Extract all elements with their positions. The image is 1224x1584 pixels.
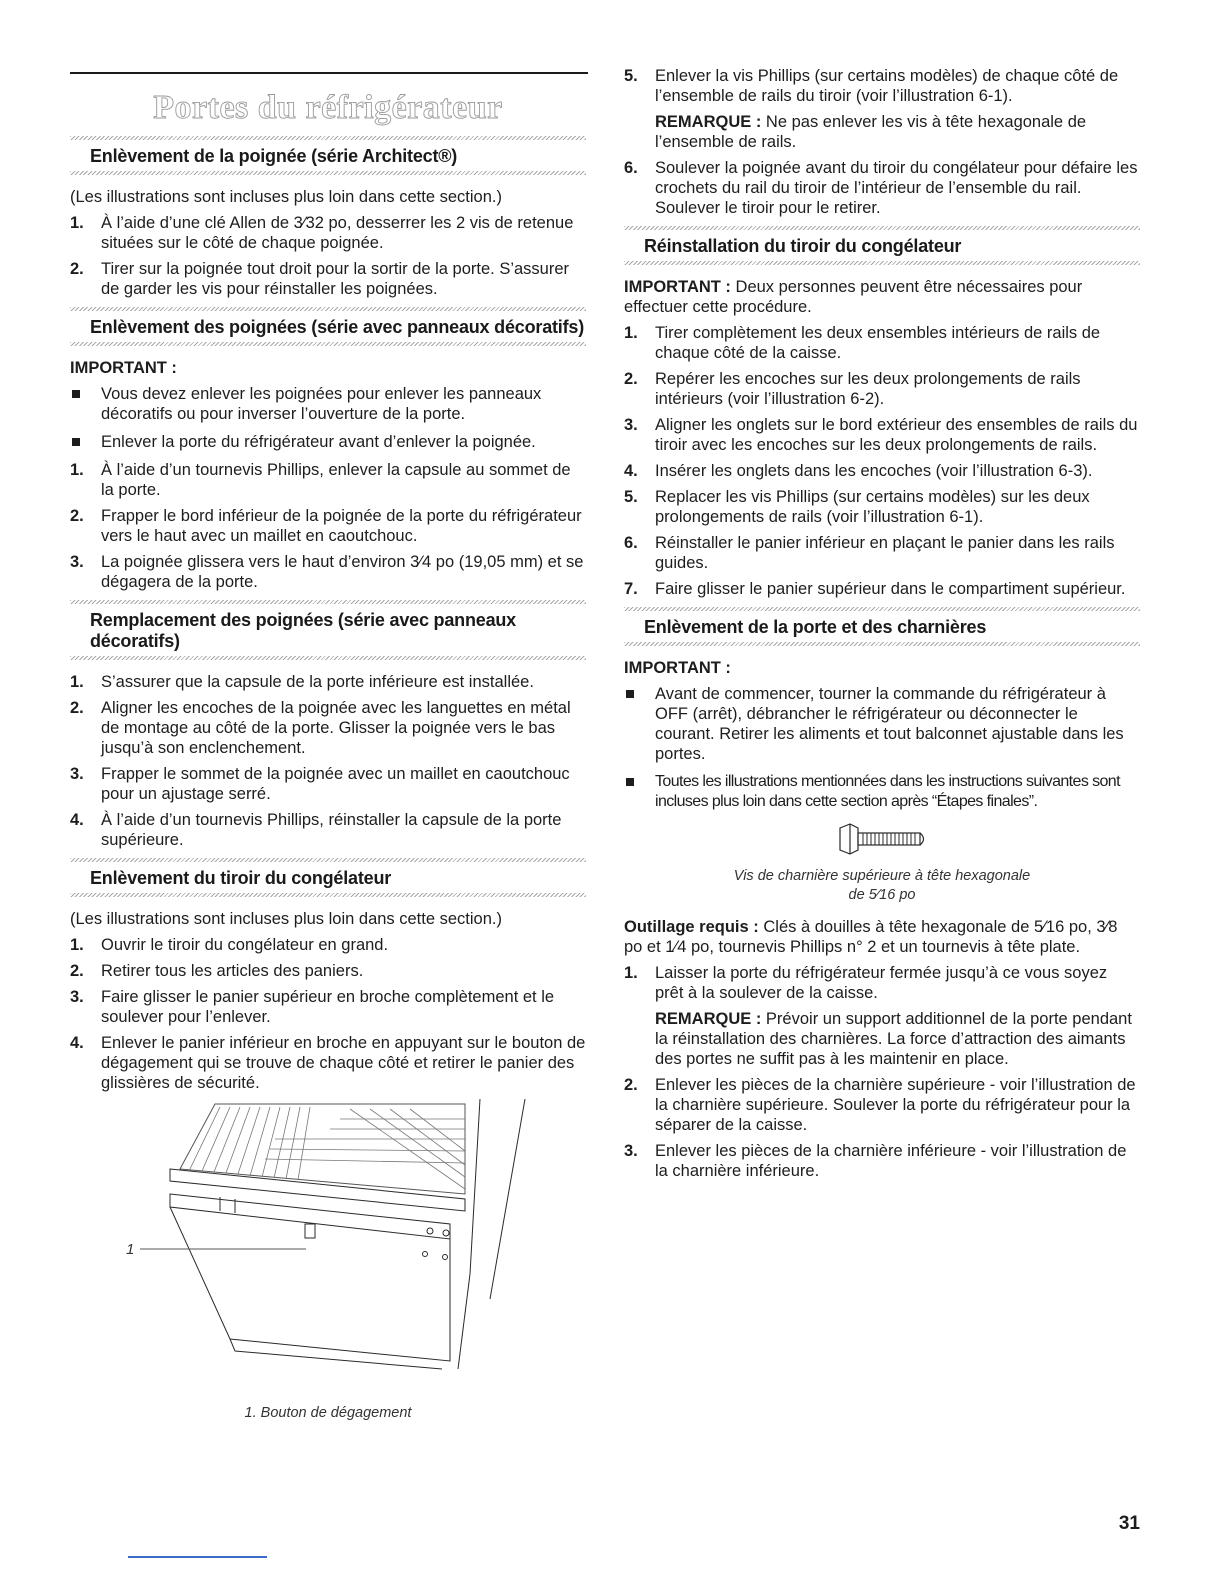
list-item: Vous devez enlever les poignées pour enlever les panneaux décoratifs ou pour inverser l’ouverture de la porte. <box>70 384 586 424</box>
list-item: 1. S’assurer que la capsule de la porte inférieure est installée. <box>70 673 534 691</box>
important-paragraph: IMPORTANT : Deux personnes peuvent être nécessaires pour effectuer cette procédure. <box>624 278 1083 316</box>
list-item: Enlever la porte du réfrigérateur avant d’enlever la poignée. <box>70 432 586 452</box>
section-header-panel-removal <box>70 307 586 346</box>
steps-list <box>624 323 1140 599</box>
screw-caption-line2: de 5⁄16 po <box>848 887 916 903</box>
list-item: 4. À l’aide d’un tournevis Phillips, réinstaller la capsule de la porte supérieure. <box>70 811 562 849</box>
list-item: 5. Replacer les vis Phillips (sur certains modèles) sur les deux prolongements de rails (voir l’illustration 6-1). <box>624 488 1090 526</box>
page-number: 31 <box>1118 1513 1140 1534</box>
list-item: 2. Retirer tous les articles des paniers. <box>70 962 364 980</box>
list-item: 3. Enlever les pièces de la charnière inférieure - voir l’illustration de la charnière inférieure. <box>624 1142 1127 1180</box>
bullet-list <box>624 684 1140 812</box>
hatch-divider <box>70 893 586 897</box>
list-item: 5. Enlever la vis Phillips (sur certains modèles) de chaque côté de l’ensemble de rails du tiroir (voir l’illustration 6-1). REMARQUE : Ne pas enlever les vis à tête hexagonale de l’ensemble de rails. <box>624 66 1140 152</box>
list-item: 3. Aligner les onglets sur le bord extérieur des ensembles de rails du tiroir avec les encoches sur les deux prolongements de rails. <box>624 416 1138 454</box>
note-text: REMARQUE : Ne pas enlever les vis à tête hexagonale de l’ensemble de rails. <box>655 113 1087 151</box>
bullet-square-icon <box>626 690 634 698</box>
list-item: 2. Tirer sur la poignée tout droit pour la sortir de la porte. S’assurer de garder les vis pour réinstaller les poignées. <box>70 260 570 298</box>
figure-callout-number: 1 <box>126 1241 135 1258</box>
list-item: 3. Frapper le sommet de la poignée avec un maillet en caoutchouc pour un ajustage serré. <box>70 765 570 803</box>
section-header-panel-replace <box>70 600 586 660</box>
important-label: IMPORTANT : <box>624 659 731 677</box>
list-item: 1. Ouvrir le tiroir du congélateur en grand. <box>70 936 389 954</box>
note-text: REMARQUE : Prévoir un support additionnel de la porte pendant la réinstallation des charnières. La force d’attraction des aimants des portes ne suffit pas à les maintenir en place. <box>655 1010 1132 1068</box>
list-item: 1. Tirer complètement les deux ensembles intérieurs de rails de chaque côté de la caisse. <box>624 324 1101 362</box>
section-heading: Enlèvement du tiroir du congélateur <box>90 868 392 888</box>
list-item: 4. Insérer les onglets dans les encoches (voir l’illustration 6-3). <box>624 462 1093 480</box>
section-heading: Enlèvement des poignées (série avec panneaux décoratifs) <box>90 317 584 337</box>
steps-list <box>70 460 586 592</box>
screw-illustration <box>624 822 1140 861</box>
list-item: 2. Repérer les encoches sur les deux prolongements de rails intérieurs (voir l’illustration 6-2). <box>624 370 1081 408</box>
section-header-drawer-removal <box>70 858 586 897</box>
bullet-square-icon <box>626 778 634 786</box>
screw-caption-line1: Vis de charnière supérieure à tête hexagonale <box>733 868 1031 884</box>
list-item: 2. Frapper le bord inférieur de la poignée de la porte du réfrigérateur vers le haut avec un maillet en caoutchouc. <box>70 507 582 545</box>
hatch-divider <box>70 656 586 660</box>
list-item: 1. À l’aide d’une clé Allen de 3⁄32 po, desserrer les 2 vis de retenue situées sur le côté de chaque poignée. <box>70 214 574 252</box>
footer-link-underline[interactable] <box>128 1556 267 1558</box>
section-header-door-hinges <box>624 607 1140 646</box>
hatch-divider <box>70 342 586 346</box>
right-column <box>624 66 1140 1187</box>
list-item: 6. Réinstaller le panier inférieur en plaçant le panier dans les rails guides. <box>624 534 1115 572</box>
section-heading: Réinstallation du tiroir du congélateur <box>644 236 962 256</box>
left-column <box>70 66 586 1423</box>
list-item: 4. Enlever le panier inférieur en broche en appuyant sur le bouton de dégagement qui se trouve de chaque côté et retirer le panier des glissières de sécurité. <box>70 1034 586 1092</box>
section-heading: Remplacement des poignées (série avec panneaux décoratifs) <box>90 610 516 651</box>
steps-list <box>70 935 586 1093</box>
bullet-square-icon <box>72 390 80 398</box>
section-header-architect <box>70 136 586 175</box>
list-item: Avant de commencer, tourner la commande du réfrigérateur à OFF (arrêt), débrancher le réfrigérateur ou déconnecter le courant. Retirer les aliments et tout balconnet ajustable dans les portes. <box>624 684 1140 764</box>
figure-caption: 1. Bouton de dégagement <box>244 1405 412 1421</box>
list-item: 3. Faire glisser le panier supérieur en broche complètement et le soulever pour l’enlever. <box>70 988 555 1026</box>
section-heading: Enlèvement de la porte et des charnières <box>644 617 987 637</box>
page-title: Portes du réfrigérateur <box>153 89 503 126</box>
title-rule <box>70 72 588 74</box>
drawer-illustration <box>70 1099 586 1423</box>
important-label: IMPORTANT : <box>70 359 177 377</box>
hatch-divider <box>70 171 586 175</box>
steps-list <box>624 963 1140 1181</box>
list-item: Toutes les illustrations mentionnées dans les instructions suivantes sont incluses plus loin dans cette section après “Étapes finales”. <box>624 772 1140 812</box>
steps-list <box>70 213 586 299</box>
steps-list <box>70 672 586 850</box>
hatch-divider <box>624 261 1140 265</box>
freezer-basket-drawing <box>70 1099 586 1399</box>
intro-text: (Les illustrations sont incluses plus loin dans cette section.) <box>70 188 502 206</box>
section-heading: Enlèvement de la poignée (série Architect®) <box>90 146 458 166</box>
intro-text: (Les illustrations sont incluses plus loin dans cette section.) <box>70 910 502 928</box>
section-header-drawer-reinstall <box>624 226 1140 265</box>
list-item: 3. La poignée glissera vers le haut d’environ 3⁄4 po (19,05 mm) et se dégagera de la porte. <box>70 553 584 591</box>
list-item: 1. Laisser la porte du réfrigérateur fermée jusqu’à ce vous soyez prêt à la soulever de la caisse. REMARQUE : Prévoir un support additionnel de la porte pendant la réinstallation des charnières. La force d’attraction des aimants des portes ne suffit pas à les maintenir en place. <box>624 963 1140 1069</box>
steps-list-continued <box>624 66 1140 218</box>
bullet-square-icon <box>72 438 80 446</box>
list-item: 2. Aligner les encoches de la poignée avec les languettes en métal de montage au côté de la porte. Glisser la poignée vers le bas jusqu’à son enclenchement. <box>70 699 571 757</box>
bullet-list <box>70 384 586 452</box>
hex-head-screw-icon <box>832 822 932 856</box>
list-item: 7. Faire glisser le panier supérieur dans le compartiment supérieur. <box>624 580 1126 598</box>
list-item: 2. Enlever les pièces de la charnière supérieure - voir l’illustration de la charnière supérieure. Soulever la porte du réfrigérateur pour la séparer de la caisse. <box>624 1076 1136 1134</box>
list-item: 6. Soulever la poignée avant du tiroir du congélateur pour défaire les crochets du rail du tiroir de l’intérieur de l’ensemble du rail. Soulever le tiroir pour le retirer. <box>624 159 1138 217</box>
list-item: 1. À l’aide d’un tournevis Phillips, enlever la capsule au sommet de la porte. <box>70 461 571 499</box>
hatch-divider <box>624 642 1140 646</box>
tools-paragraph: Outillage requis : Clés à douilles à tête hexagonale de 5⁄16 po, 3⁄8 po et 1⁄4 po, tournevis Phillips n° 2 et un tournevis à tête plate. <box>624 918 1118 956</box>
